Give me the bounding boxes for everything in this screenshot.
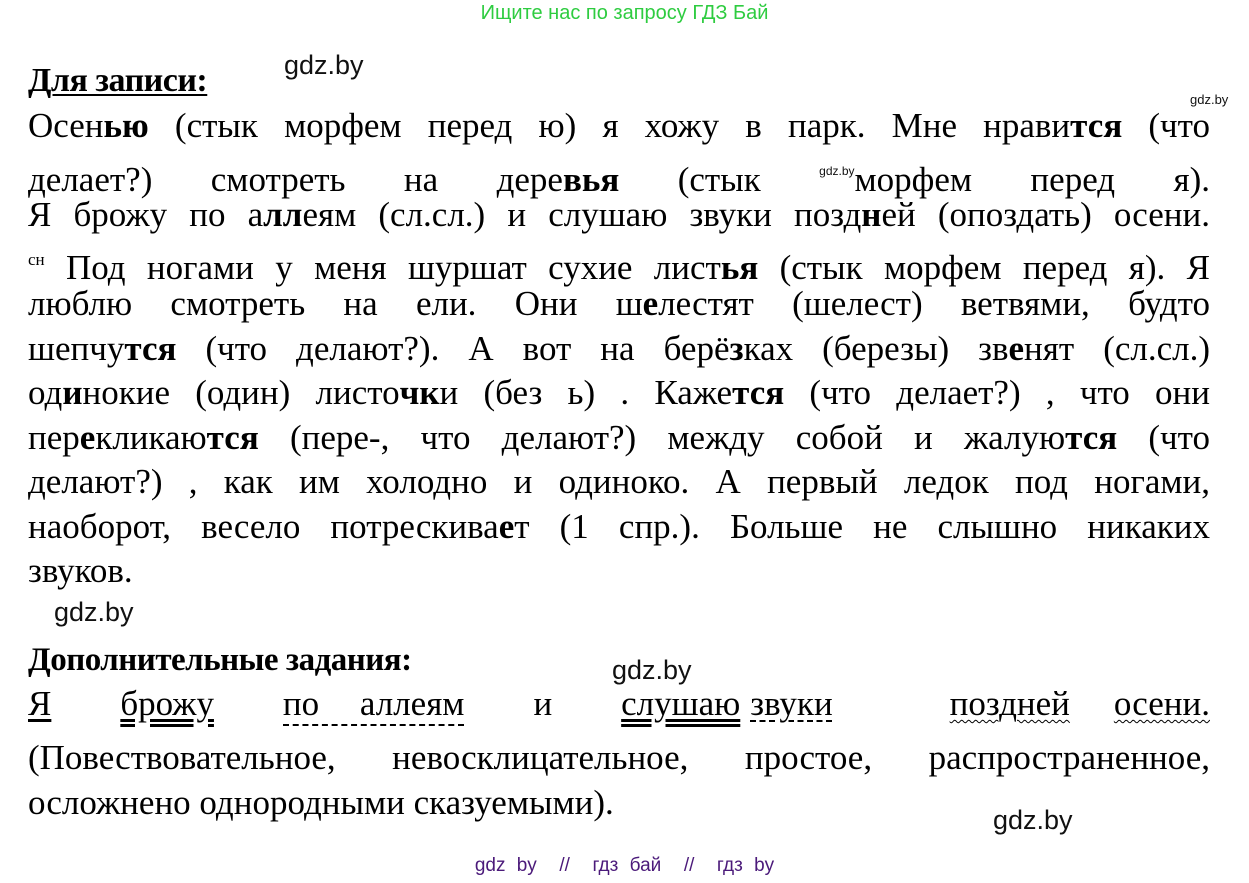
watermark: gdz.by bbox=[819, 163, 855, 178]
watermark: gdz.by bbox=[1190, 92, 1229, 107]
text-line: шепчутся (что делают?). А вот на берёзках (березы) звенят (сл.сл.) bbox=[28, 328, 1211, 368]
text-line: делают?) , как им холодно и одиноко. А первый ледок под ногами, bbox=[28, 462, 1210, 501]
dictation-text bbox=[28, 104, 1210, 594]
text-line: $^{сн}$ Под ногами у меня шуршат сухие листья (стык морфем перед я). Я bbox=[28, 247, 1210, 287]
text-line: Осенью (стык морфем перед ю) я хожу в парк. Мне нравится (что bbox=[28, 106, 1210, 145]
text-line: осложнено однородными сказуемыми). bbox=[28, 782, 614, 822]
footnote-marker: сн bbox=[28, 249, 45, 269]
text-line: делает?) смотреть на деревья (стык $^{gdz.by}$морфем перед я). bbox=[28, 159, 1210, 199]
word-conjunction: и bbox=[533, 684, 553, 723]
text-line: Я брожу по аллеям (сл.сл.) и слушаю звуки поздней (опоздать) осени. bbox=[28, 195, 1210, 234]
word-adverbial: по аллеям bbox=[283, 684, 465, 726]
watermark: gdz.by bbox=[612, 655, 692, 685]
text-line: одинокие (один) листочки (без ь) . Кажется (что делает?) , что они bbox=[28, 373, 1211, 412]
section-heading-record: Для записи: bbox=[28, 62, 208, 99]
text-line: (Повествовательное, невосклицательное, простое, распространенное, bbox=[28, 738, 1210, 777]
text-line: люблю смотреть на ели. Они шелестят (шелест) ветвями, будто bbox=[28, 284, 1210, 323]
word-attribute: поздней bbox=[949, 684, 1070, 723]
word-object: звуки bbox=[750, 684, 833, 723]
word-predicate: брожу bbox=[120, 684, 214, 723]
text-line: звуков. bbox=[28, 551, 133, 590]
text-line: перекликаются (пере-, что делают?) между собой и жалуются (что bbox=[28, 417, 1210, 457]
search-banner[interactable]: Ищите нас по запросу ГДЗ Бай bbox=[480, 2, 769, 24]
watermark: gdz.by bbox=[284, 50, 364, 80]
watermark: gdz.by bbox=[993, 805, 1073, 835]
sentence-analysis bbox=[28, 684, 1210, 726]
watermark: gdz.by bbox=[54, 597, 134, 627]
section-heading-extra: Дополнительные задания: bbox=[28, 642, 412, 678]
footer-links[interactable]: gdz by // гдз бай // гдз by bbox=[474, 855, 775, 876]
word-predicate: слушаю bbox=[621, 684, 741, 723]
word-subject: Я bbox=[28, 684, 52, 723]
text-line: наоборот, весело потрескивает (1 спр.). Больше не слышно никаких bbox=[28, 506, 1210, 546]
word-attribute: осени. bbox=[1113, 684, 1210, 723]
